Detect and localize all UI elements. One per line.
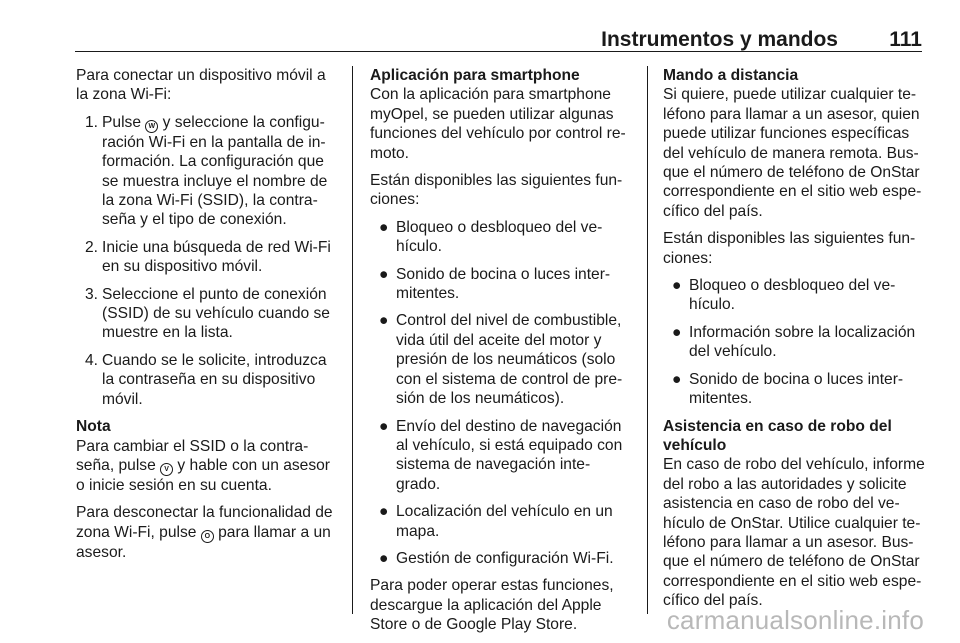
wifi-intro: Para conectar un dispositivo móvil a la zona Wi-Fi: [76,67,326,104]
note-text: y hable con un asesor o inicie sesión en su cuenta. [76,456,330,494]
theft-text: En caso de robo del vehículo, informe del robo a las autoridades y solicite asistencia en caso de robo del ve- hículo de OnStar. Utilice cualquier te- léfono para llamar a un asesor. Bus- que el número de teléfono de OnStar correspondiente en el sitio web espe- cífico del país. [663,456,925,610]
step-text: Seleccione el punto de conexión (SSID) de su vehículo cuando se muestre en la lista. [102,285,330,342]
step-text: Inicie una búsqueda de red Wi-Fi en su dispositivo móvil. [102,238,331,276]
wifi-step [76,238,342,277]
wifi-step [76,113,342,230]
list-item-text: Envío del destino de navegación al vehículo, si está equipado con sistema de navegación inte- grado. [396,417,623,493]
column-smartphone-app [370,66,632,643]
app-outro: Para poder operar estas funciones, descargue la aplicación del Apple Store o de Google Play Store. [370,577,614,634]
list-item-text: Localización del vehículo en un mapa. [396,503,613,540]
list-item-text: Control del nivel de combustible, vida útil del aceite del motor y presión de los neumáticos (solo con el sistema de control de pre- sión de los neumáticos). [396,312,623,408]
bullet-icon: ● [672,323,682,341]
section-heading: Mando a distancia [663,67,799,84]
list-item [370,502,632,541]
list-item-text: Bloqueo o desbloqueo del ve- hículo. [396,218,603,256]
list-item [370,311,632,408]
step-number: 2. [85,238,99,256]
watermark: carmanualsonline.info [666,605,924,635]
list-item [663,276,925,315]
column-wifi-connect [76,66,342,570]
step-text: y seleccione la configu- ración Wi-Fi en la pantalla de in- formación. La configuración que se muestra incluye el nombre de la zona Wi-Fi (SSID), la contra- seña y el tipo de conexión. [102,113,328,229]
header-rule [75,51,922,52]
page-title: Instrumentos y mandos [601,28,838,51]
disconnect-text: Para desconectar la funcionalidad de zona Wi-Fi, pulse [76,504,333,541]
note-title: Nota [76,418,111,436]
app-intro: Con la aplicación para smartphone myOpel, se pueden utilizar algunas funciones del vehículo por control re- moto. [370,86,626,162]
wifi-icon: W [145,120,158,133]
section-heading: Aplicación para smartphone [370,67,580,84]
bullet-icon: ● [672,370,682,388]
wifi-step [76,351,342,409]
section-heading: Asistencia en caso de robo del vehículo [663,417,892,454]
theft-section [663,417,925,611]
step-text: Cuando se le solicite, introduzca la contraseña en su dispositivo móvil. [102,351,327,408]
list-item-text: Gestión de configuración Wi-Fi. [396,549,614,567]
remote-intro: Si quiere, puede utilizar cualquier te- léfono para llamar a un asesor, quien puede utilizar funciones específicas del vehículo de manera remota. Bus- que el número de teléfono de OnStar correspondiente en el sitio web espe- cífico del país. [663,86,922,220]
available-functions: Están disponibles las siguientes fun- ciones: [663,230,916,267]
wifi-steps [76,113,342,409]
page-number: 111 [889,28,922,51]
available-functions: Están disponibles las siguientes fun- ciones: [370,172,623,209]
disconnect-paragraph [76,503,342,562]
step-number: 1. [85,113,99,131]
column-remote-control [663,66,925,619]
onstar-icon: O [201,530,214,543]
bullet-icon: ● [379,549,389,567]
list-item-text: Sonido de bocina o luces inter- mitentes. [689,370,904,408]
list-item-text: Información sobre la localización del vehículo. [689,323,916,361]
bullet-icon: ● [379,312,389,330]
bullet-icon: ● [379,417,389,435]
bullet-icon: ● [379,503,389,521]
disconnect-text: para llamar a un asesor. [76,523,331,561]
list-item [370,218,632,257]
wifi-step [76,285,342,343]
remote-functions-list [663,276,925,408]
list-item [663,323,925,362]
list-item-text: Sonido de bocina o luces inter- mitentes. [396,265,611,303]
list-item [370,417,632,495]
list-item [663,370,925,409]
step-number: 4. [85,351,99,369]
list-item [370,265,632,304]
column-divider [352,66,353,614]
list-item-text: Bloqueo o desbloqueo del ve- hículo. [689,277,896,314]
bullet-icon: ● [379,218,389,236]
app-section [370,66,632,163]
note-text: Para cambiar el SSID o la contra- seña, pulse [76,437,309,474]
column-divider [647,66,648,614]
bullet-icon: ● [672,277,682,295]
step-number: 3. [85,285,99,303]
voice-icon: V [160,463,173,476]
app-functions-list [370,218,632,569]
note-block [76,417,342,495]
step-text: Pulse [102,113,146,131]
remote-section [663,66,925,221]
list-item [370,549,632,568]
bullet-icon: ● [379,265,389,283]
